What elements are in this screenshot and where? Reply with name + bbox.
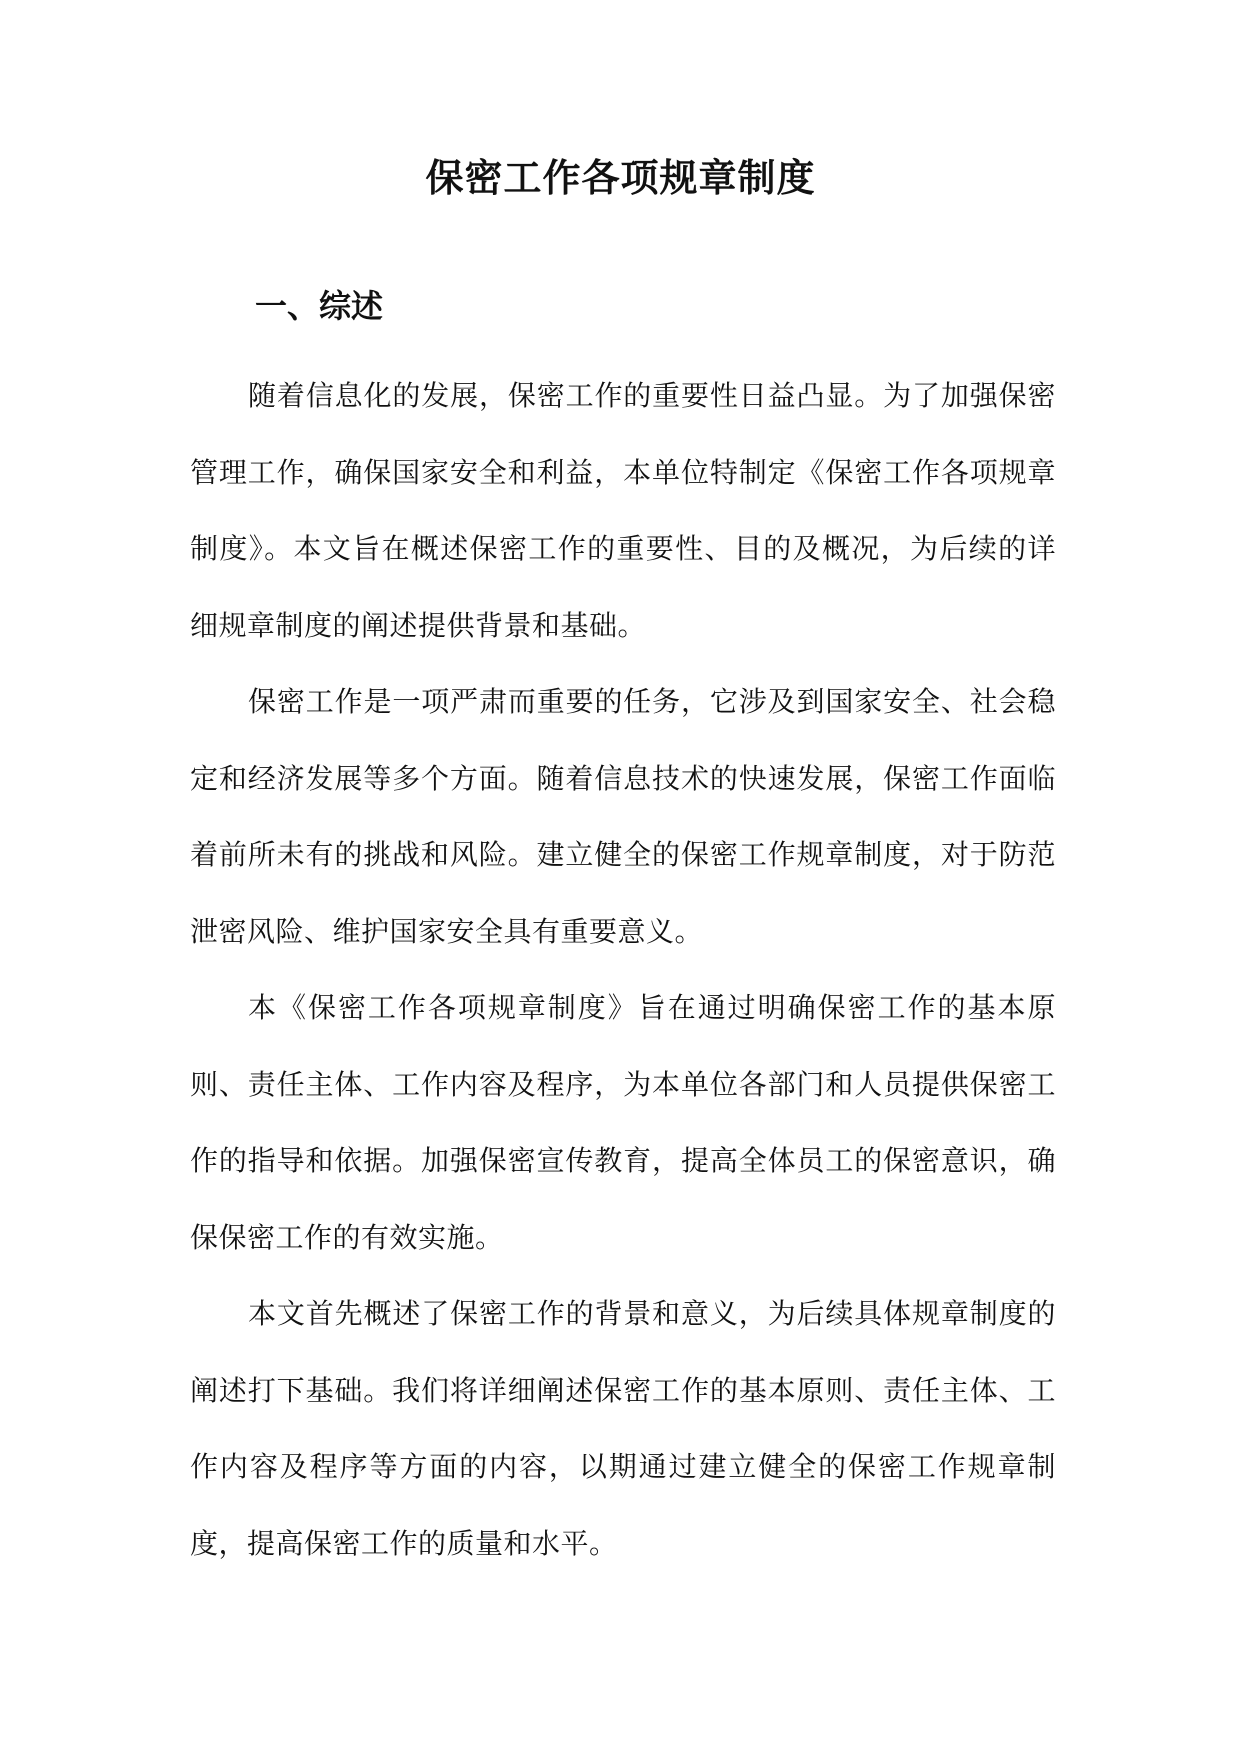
paragraph-1: 随着信息化的发展，保密工作的重要性日益凸显。为了加强保密管理工作，确保国家安全和利益，本单位特制定《保密工作各项规章制度》。本文旨在概述保密工作的重要性、目的及概况，为后续的详细规章制度的阐述提供背景和基础。 bbox=[190, 379, 1056, 642]
section-body bbox=[190, 358, 1056, 1582]
paragraph-2: 保密工作是一项严肃而重要的任务，它涉及到国家安全、社会稳定和经济发展等多个方面。随着信息技术的快速发展，保密工作面临着前所未有的挑战和风险。建立健全的保密工作规章制度，对于防范泄密风险、维护国家安全具有重要意义。 bbox=[190, 685, 1056, 948]
paragraph-3: 本《保密工作各项规章制度》旨在通过明确保密工作的基本原则、责任主体、工作内容及程序，为本单位各部门和人员提供保密工作的指导和依据。加强保密宣传教育，提高全体员工的保密意识，确保保密工作的有效实施。 bbox=[190, 991, 1056, 1254]
document-title: 保密工作各项规章制度 bbox=[425, 155, 816, 200]
section-heading-overview: 一、综述 bbox=[255, 287, 384, 325]
paragraph-4: 本文首先概述了保密工作的背景和意义，为后续具体规章制度的阐述打下基础。我们将详细阐述保密工作的基本原则、责任主体、工作内容及程序等方面的内容，以期通过建立健全的保密工作规章制度，提高保密工作的质量和水平。 bbox=[190, 1297, 1056, 1560]
